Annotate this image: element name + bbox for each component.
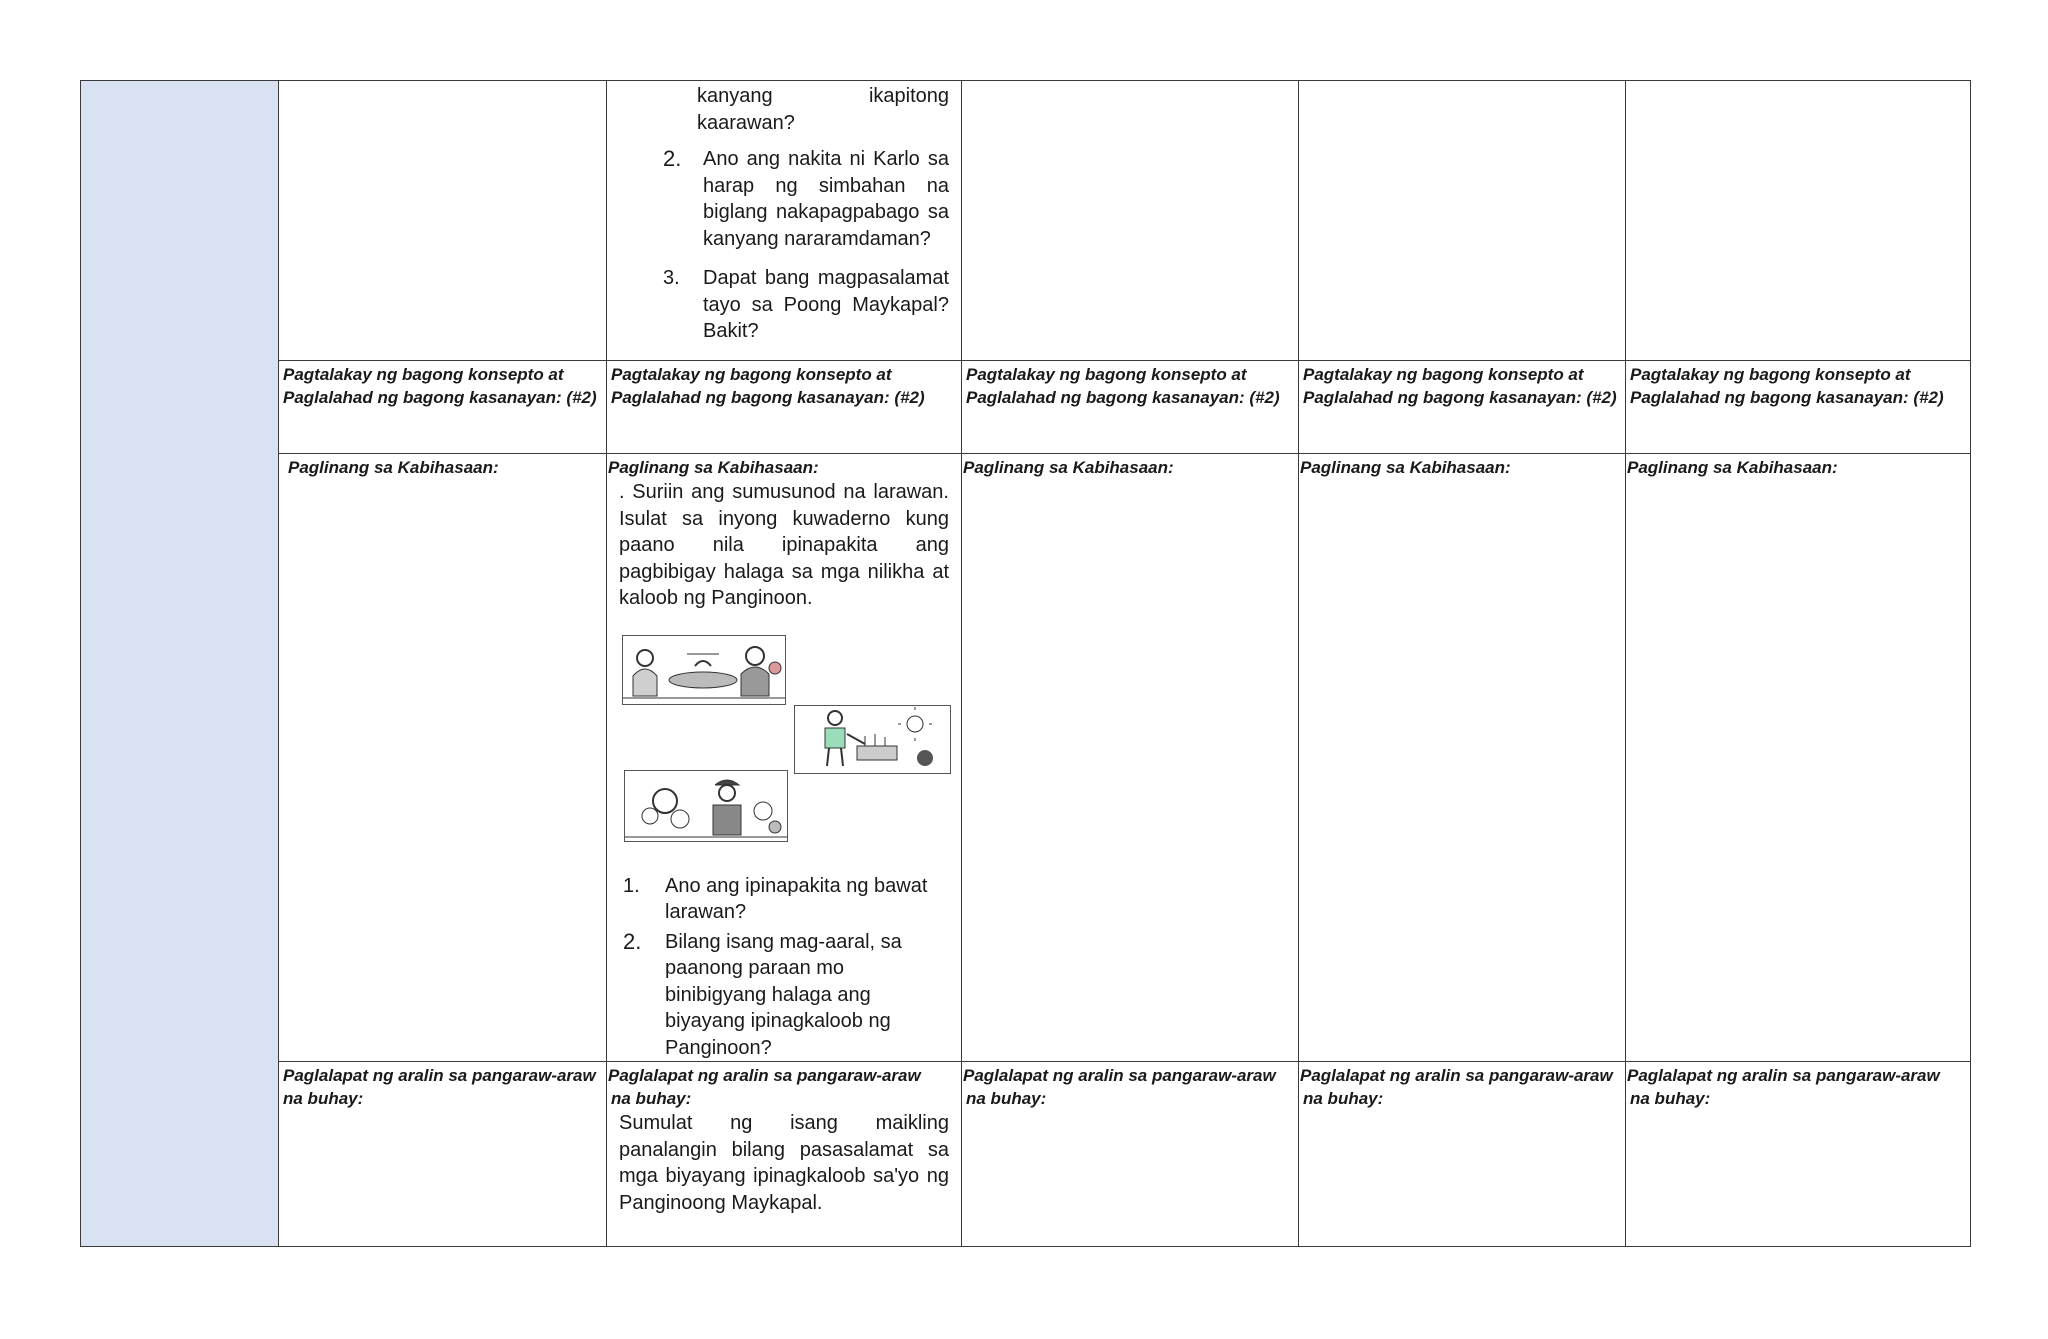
application-subheading: na buhay: xyxy=(966,1089,1047,1108)
application-subheading: na buhay: xyxy=(1303,1089,1384,1108)
continued-question-list xyxy=(647,146,949,345)
top-cell-thursday xyxy=(1299,81,1626,361)
list-item xyxy=(647,265,949,345)
mastery-label: Paglinang sa Kabihasaan: xyxy=(608,458,819,477)
side-column xyxy=(81,81,279,1247)
discussion-heading: Pagtalakay ng bagong konsepto at xyxy=(1303,365,1584,384)
question-number: 3. xyxy=(663,267,680,289)
question-text: Ano ang ipinapakita ng bawat larawan? xyxy=(665,874,928,923)
discussion-cell xyxy=(279,361,607,454)
application-heading: Paglalapat ng aralin sa pangaraw-araw xyxy=(283,1066,596,1085)
application-heading: Paglalapat ng aralin sa pangaraw-araw xyxy=(1627,1066,1940,1085)
application-task: Sumulat ng isang maikling panalangin bilang pasasalamat sa mga biyayang ipinagkaloob sa'yo ng Panginoong Maykapal. xyxy=(619,1112,949,1214)
mastery-label: Paglinang sa Kabihasaan: xyxy=(963,458,1174,477)
discussion-heading: Pagtalakay ng bagong konsepto at xyxy=(966,365,1247,384)
discussion-row xyxy=(81,361,1971,454)
discussion-heading: Pagtalakay ng bagong konsepto at xyxy=(1630,365,1911,384)
application-cell xyxy=(962,1062,1299,1247)
application-cell xyxy=(279,1062,607,1247)
question-text: Ano ang nakita ni Karlo sa harap ng simbahan na biglang nakapagpabago sa kanyang nararamdaman? xyxy=(703,148,949,250)
top-cell-friday xyxy=(1626,81,1971,361)
top-cell-wednesday xyxy=(962,81,1299,361)
discussion-subheading: Paglalahad ng bagong kasanayan: (#2) xyxy=(1303,388,1617,407)
child-watering-image xyxy=(794,705,951,774)
discussion-heading: Pagtalakay ng bagong konsepto at xyxy=(283,365,564,384)
application-subheading: na buhay: xyxy=(1630,1089,1711,1108)
gardener-image xyxy=(624,770,788,842)
list-item xyxy=(623,873,949,926)
discussion-cell xyxy=(1626,361,1971,454)
discussion-subheading: Paglalahad ng bagong kasanayan: (#2) xyxy=(611,388,925,407)
discussion-cell xyxy=(1299,361,1626,454)
discussion-heading: Pagtalakay ng bagong konsepto at xyxy=(611,365,892,384)
illustrations-group xyxy=(607,632,961,847)
mastery-cell-detailed xyxy=(607,454,962,1062)
mastery-row xyxy=(81,454,1971,1062)
application-cell xyxy=(1299,1062,1626,1247)
list-item xyxy=(623,929,949,1062)
mastery-cell xyxy=(1299,454,1626,1062)
application-heading: Paglalapat ng aralin sa pangaraw-araw xyxy=(608,1066,921,1085)
mastery-cell xyxy=(962,454,1299,1062)
question-text: Dapat bang magpasalamat tayo sa Poong Maykapal? Bakit? xyxy=(703,267,949,342)
mastery-instruction: . Suriin ang sumusunod na larawan. Isulat sa inyong kuwaderno kung paano nila ipinapakita ang pagbibigay halaga sa mga nilikha at kaloob ng Panginoon. xyxy=(619,481,949,609)
family-meal-image xyxy=(622,635,786,705)
top-row xyxy=(81,81,1971,361)
question-number: 2. xyxy=(623,928,642,954)
lesson-plan-table xyxy=(80,80,1971,1247)
top-cell-monday xyxy=(279,81,607,361)
application-subheading: na buhay: xyxy=(611,1089,692,1108)
application-cell-detailed xyxy=(607,1062,962,1247)
mastery-cell xyxy=(279,454,607,1062)
question-text: Bilang isang mag-aaral, sa paanong paraan mo binibigyang halaga ang biyayang ipinagkaloob ng Panginoon? xyxy=(665,930,902,1059)
question-number: 2. xyxy=(663,146,682,171)
application-heading: Paglalapat ng aralin sa pangaraw-araw xyxy=(963,1066,1276,1085)
application-heading: Paglalapat ng aralin sa pangaraw-araw xyxy=(1300,1066,1613,1085)
discussion-cell xyxy=(962,361,1299,454)
continued-question-line: kanyang ikapitong kaarawan? xyxy=(697,85,949,134)
mastery-label: Paglinang sa Kabihasaan: xyxy=(1627,458,1838,477)
application-cell xyxy=(1626,1062,1971,1247)
mastery-question-list xyxy=(623,873,949,1062)
mastery-label: Paglinang sa Kabihasaan: xyxy=(288,458,499,477)
list-item xyxy=(647,146,949,252)
discussion-cell xyxy=(607,361,962,454)
question-number: 1. xyxy=(623,874,640,897)
discussion-subheading: Paglalahad ng bagong kasanayan: (#2) xyxy=(966,388,1280,407)
mastery-cell xyxy=(1626,454,1971,1062)
discussion-subheading: Paglalahad ng bagong kasanayan: (#2) xyxy=(283,388,597,407)
application-subheading: na buhay: xyxy=(283,1089,364,1108)
mastery-label: Paglinang sa Kabihasaan: xyxy=(1300,458,1511,477)
application-row xyxy=(81,1062,1971,1247)
top-cell-tuesday xyxy=(607,81,962,361)
discussion-subheading: Paglalahad ng bagong kasanayan: (#2) xyxy=(1630,388,1944,407)
